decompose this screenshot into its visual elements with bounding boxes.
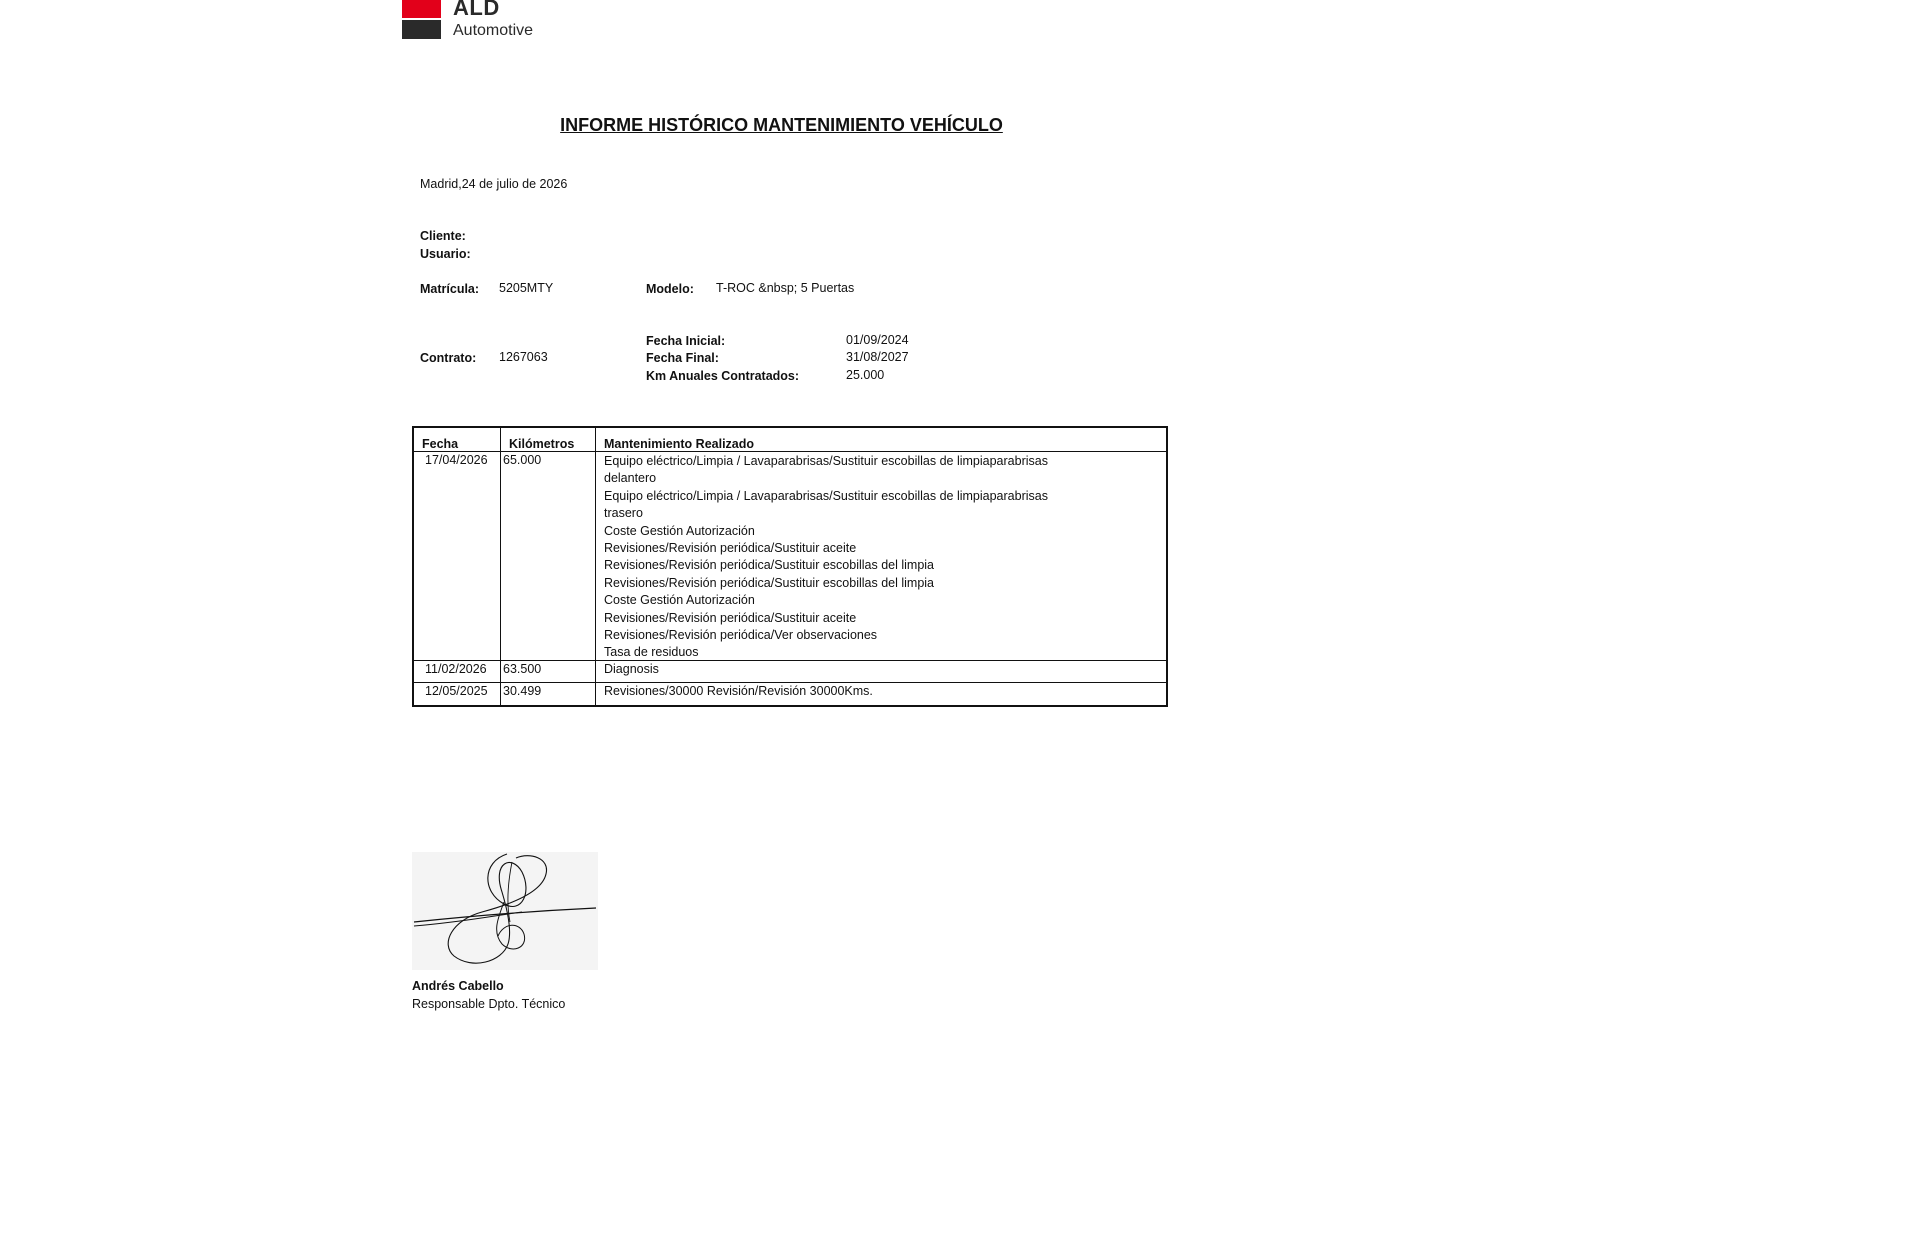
table-row-3-mantenimiento: Revisiones/30000 Revisión/Revisión 30000Kms. [604,684,873,698]
cliente-label: Cliente: [420,229,466,243]
table-row-1-mantenimiento [604,453,1048,662]
logo-brand-text: ALD [453,0,500,20]
maintenance-table [412,426,1168,707]
table-row-1-km: 65.000 [503,453,542,467]
contrato-value: 1267063 [499,350,548,364]
modelo-label: Modelo: [646,282,694,296]
table-row-1-fecha: 17/04/2026 [425,453,488,467]
table-row-2-mantenimiento: Diagnosis [604,662,659,676]
table-row-2-km: 63.500 [503,662,542,676]
maintenance-item: trasero [604,506,643,521]
maintenance-item: Coste Gestión Autorización [604,523,755,538]
signatory-name: Andrés Cabello [412,979,504,993]
logo-subtitle-text: Automotive [453,22,534,39]
table-row-2-fecha: 11/02/2026 [425,662,487,676]
fecha-final-label: Fecha Final: [646,351,719,365]
usuario-label: Usuario: [420,247,471,261]
fecha-final-value: 31/08/2027 [846,350,909,364]
modelo-value: T-ROC &nbsp; 5 Puertas [716,281,855,295]
fecha-inicial-label: Fecha Inicial: [646,334,726,348]
document-title: INFORME HISTÓRICO MANTENIMIENTO VEHÍCULO [560,115,1003,135]
maintenance-item: Revisiones/Revisión periódica/Sustituir aceite [604,540,857,555]
table-row-3-fecha: 12/05/2025 [425,684,488,698]
maintenance-item: Equipo eléctrico/Limpia / Lavaparabrisas/Sustituir escobillas de limpiaparabrisas [604,454,1048,468]
signatory-role: Responsable Dpto. Técnico [412,997,566,1011]
table-header-kilometros: Kilómetros [509,437,575,451]
maintenance-item: Tasa de residuos [604,645,699,660]
matricula-label: Matrícula: [420,282,480,296]
date-text: 24 de julio de 2026 [461,177,568,191]
maintenance-item: delantero [604,471,657,486]
place-date [420,176,567,192]
logo-mark [402,0,441,39]
km-anuales-label: Km Anuales Contratados: [646,369,800,383]
contrato-label: Contrato: [420,351,477,365]
maintenance-item: Revisiones/Revisión periódica/Sustituir escobillas del limpia [604,558,935,573]
km-anuales-value: 25.000 [846,368,885,382]
fecha-inicial-value: 01/09/2024 [846,333,909,347]
table-header-mantenimiento: Mantenimiento Realizado [604,437,755,451]
maintenance-item: Revisiones/Revisión periódica/Sustituir escobillas del limpia [604,575,935,590]
matricula-value: 5205MTY [499,281,554,295]
place-text: Madrid, [420,177,462,191]
maintenance-item: Coste Gestión Autorización [604,593,755,608]
company-logo [402,0,548,40]
maintenance-item: Revisiones/Revisión periódica/Ver observaciones [604,627,878,642]
table-row-3-km: 30.499 [503,684,542,698]
maintenance-item: Equipo eléctrico/Limpia / Lavaparabrisas/Sustituir escobillas de limpiaparabrisas [604,488,1048,503]
maintenance-item: Revisiones/Revisión periódica/Sustituir aceite [604,610,857,625]
signature-image [412,852,598,970]
table-header-fecha: Fecha [422,437,459,451]
